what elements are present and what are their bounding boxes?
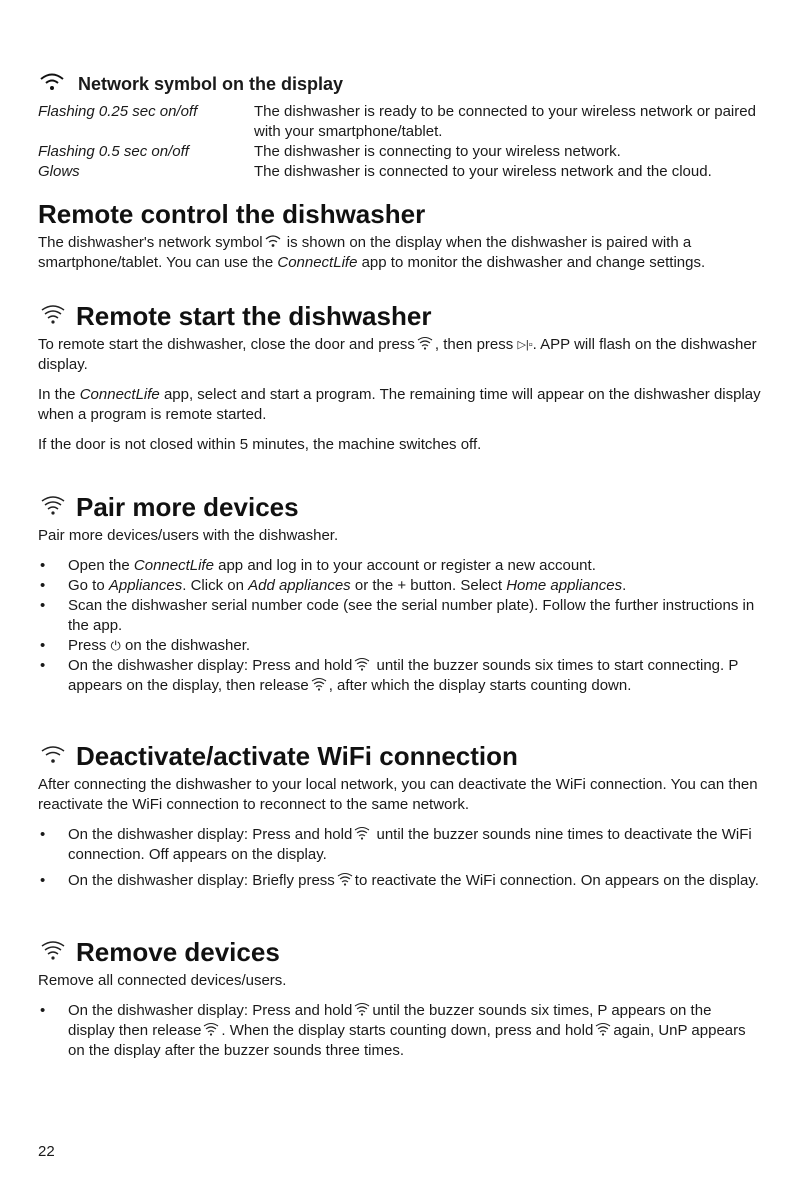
wifi-icon [38,495,68,517]
pair-devices-section [38,490,762,696]
list-item: • On the dishwasher display: Briefly press to reactivate the WiFi connection. On appears on the display. [38,871,762,891]
wifi-icon [354,826,370,840]
network-symbol-section [38,70,768,182]
list-item: • Open the ConnectLife app and log in to your account or register a new account. [38,556,762,576]
wifi-icon [38,304,68,326]
wifi-icon [417,336,433,350]
definition-row [38,142,768,162]
wifi-icon [354,657,370,671]
remove-devices-list [38,1001,762,1061]
wifi-icon [38,744,68,766]
start-pause-icon: ▷|▫ [517,339,533,351]
remote-start-heading: Remote start the dishwasher [38,299,762,333]
wifi-icon [595,1022,611,1036]
definition-term: Glows [38,163,80,180]
wifi-connection-intro: After connecting the dishwasher to your local network, you can deactivate the WiFi connection. You can then reactivate the WiFi connection to reconnect to the same network. [38,776,758,813]
wifi-icon [265,234,281,248]
page-number: 22 [38,1143,55,1160]
wifi-connection-heading: Deactivate/activate WiFi connection [38,739,762,773]
definition-row [38,162,768,182]
definition-desc: The dishwasher is connected to your wireless network and the cloud. [254,163,712,180]
list-item: • On the dishwasher display: Press and hold until the buzzer sounds six times, P appears on the display then release . When the display starts counting down, press and hold again, UnP appears on the display after the buzzer sounds three times. [38,1001,762,1061]
definition-term: Flashing 0.5 sec on/off [38,143,189,160]
pair-devices-intro: Pair more devices/users with the dishwasher. [38,527,339,544]
remove-devices-heading: Remove devices [38,935,762,969]
pair-devices-list [38,556,762,696]
definition-row [38,102,768,142]
wifi-connection-section [38,739,762,891]
wifi-icon [311,677,327,691]
remote-start-paragraph-1: To remote start the dishwasher, close the door and press , then press ▷|▫. APP will flash on the dishwasher display. [38,336,757,373]
remove-devices-intro: Remove all connected devices/users. [38,972,287,989]
remote-control-heading: Remote control the dishwasher [38,199,426,229]
remote-start-paragraph-3: If the door is not closed within 5 minutes, the machine switches off. [38,436,482,453]
list-item: • Scan the dishwasher serial number code (see the serial number plate). Follow the further instructions in the app. [38,596,762,636]
definition-term: Flashing 0.25 sec on/off [38,103,198,120]
remove-devices-section [38,935,762,1061]
power-icon: ⏻ [110,638,121,653]
pair-devices-heading: Pair more devices [38,490,762,524]
list-item: • On the dishwasher display: Press and hold until the buzzer sounds nine times to deactivate the WiFi connection. Off appears on the display. [38,825,762,865]
remote-control-section [38,197,762,273]
list-item: • Press ⏻ on the dishwasher. [38,636,762,656]
definition-desc: The dishwasher is connecting to your wireless network. [254,143,621,160]
wifi-icon [203,1022,219,1036]
wifi-icon [354,1002,370,1016]
definition-desc: The dishwasher is ready to be connected to your wireless network or paired with your smartphone/tablet. [254,103,756,140]
network-symbol-heading: Network symbol on the display [38,70,768,96]
remote-start-paragraph-2: In the ConnectLife app, select and start a program. The remaining time will appear on the dishwasher display when a program is remote started. [38,386,761,423]
list-item: • On the dishwasher display: Press and hold until the buzzer sounds six times to start connecting. P appears on the display, then release , after which the display starts counting down. [38,656,762,696]
wifi-icon [38,940,68,962]
remote-start-section [38,299,762,455]
wifi-icon [38,70,66,92]
wifi-icon [337,872,353,886]
list-item: • Go to Appliances. Click on Add appliances or the + button. Select Home appliances. [38,576,762,596]
remote-control-paragraph: The dishwasher's network symbol is shown on the display when the dishwasher is paired with a smartphone/tablet. You can use the ConnectLife app to monitor the dishwasher and change settings. [38,234,706,271]
wifi-connection-list [38,825,762,891]
